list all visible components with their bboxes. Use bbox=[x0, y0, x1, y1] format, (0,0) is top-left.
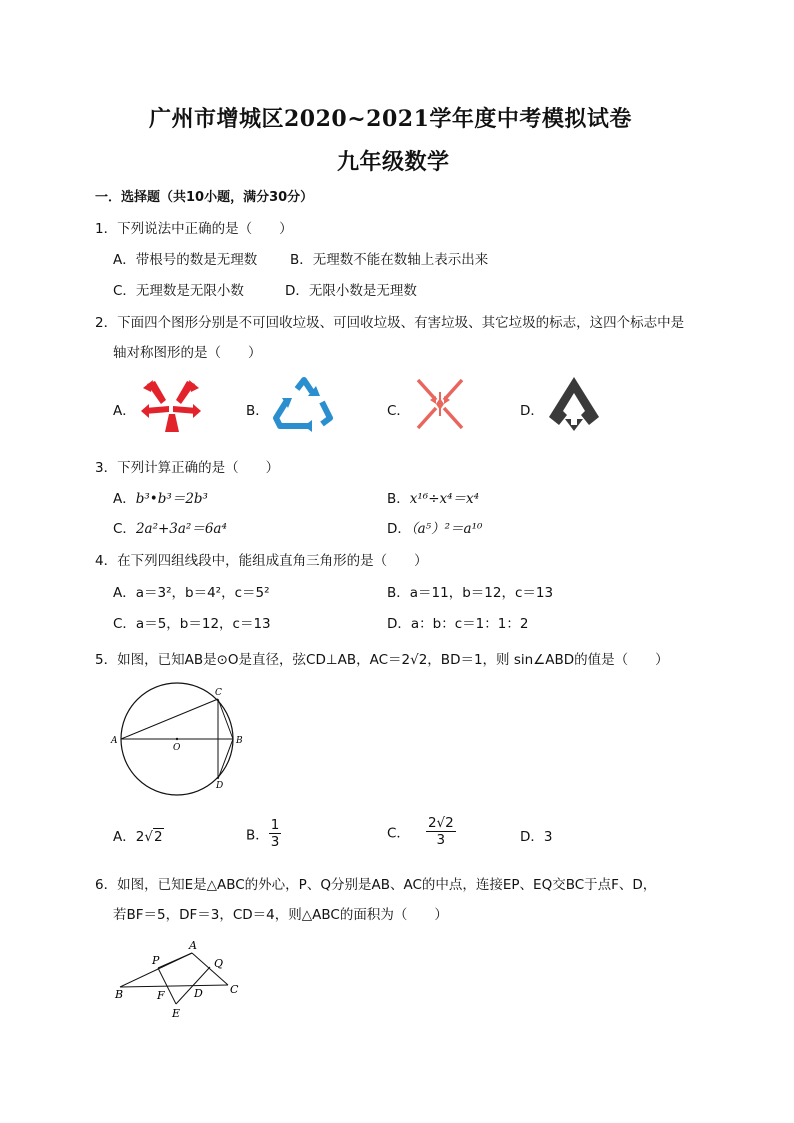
segment-bd bbox=[218, 739, 233, 779]
q5-option-a-coef: 2 bbox=[135, 829, 145, 845]
q5-option-b-num: 1 bbox=[270, 817, 280, 833]
q1-option-d: D．无限小数是无理数 bbox=[285, 283, 417, 299]
q5-circle-figure bbox=[108, 682, 258, 800]
exam-subtitle: 九年级数学 bbox=[337, 149, 450, 175]
label-d: D bbox=[194, 987, 203, 1000]
q5-option-c-num: 2√2 bbox=[427, 815, 454, 831]
label-p: P bbox=[152, 954, 160, 967]
label-a: A bbox=[111, 736, 118, 746]
q4-option-a: A．a＝3²，b＝4²，c＝5² bbox=[113, 585, 270, 601]
q3-option-c-prefix: C． bbox=[113, 521, 136, 537]
q3-option-d-expr: （a⁵）²＝a¹⁰ bbox=[410, 521, 483, 537]
q5-option-c-fraction bbox=[426, 815, 456, 848]
q1-option-b: B．无理数不能在数轴上表示出来 bbox=[290, 252, 489, 268]
q5-option-c-den: 3 bbox=[436, 832, 446, 848]
q3-option-c-expr: 2a²+3a²＝6a⁴ bbox=[135, 521, 227, 537]
segment-bc bbox=[218, 699, 233, 739]
non-recyclable-waste-icon bbox=[139, 378, 203, 436]
q5-option-d: D．3 bbox=[520, 829, 553, 845]
q3-stem: 3．下列计算正确的是（ ） bbox=[95, 460, 280, 476]
q5-option-c-prefix: C． bbox=[387, 825, 410, 842]
q3-option-a-prefix: A． bbox=[113, 491, 136, 507]
section-heading: 一．选择题（共10小题，满分30分） bbox=[95, 190, 314, 205]
q2-stem-line1: 2．下面四个图形分别是不可回收垃圾、可回收垃圾、有害垃圾、其它垃圾的标志，这四个标志中是 bbox=[95, 315, 685, 331]
label-c: C bbox=[215, 688, 222, 698]
q3-option-a-expr: b³•b³＝2b³ bbox=[135, 491, 208, 507]
q3-option-d bbox=[387, 517, 482, 537]
q6-stem-line1: 6．如图，已知E是△ABC的外心，P、Q分别是AB、AC的中点，连接EP、EQ交BC于点F、D， bbox=[95, 877, 657, 893]
other-waste-icon bbox=[547, 375, 601, 435]
q4-stem: 4．在下列四组线段中，能组成直角三角形的是（ ） bbox=[95, 553, 428, 569]
q2-option-c-label: C． bbox=[387, 403, 410, 419]
q4-option-d: D．a：b：c＝1：1：2 bbox=[387, 616, 529, 632]
label-f: F bbox=[157, 989, 165, 1002]
q3-option-d-prefix: D． bbox=[387, 521, 411, 537]
q5-option-c bbox=[387, 815, 456, 848]
q5-option-a-prefix: A． bbox=[113, 829, 136, 845]
q2-option-b-label: B． bbox=[246, 403, 269, 419]
q5-option-b-fraction bbox=[269, 817, 282, 850]
label-e: E bbox=[172, 1007, 181, 1020]
segment-pa bbox=[158, 953, 192, 968]
q5-option-b-den: 3 bbox=[270, 834, 280, 850]
q4-option-c: C．a＝5，b＝12，c＝13 bbox=[113, 616, 271, 632]
q3-option-a bbox=[113, 487, 208, 507]
q5-option-a-radicand: 2 bbox=[153, 829, 163, 845]
q3-option-c bbox=[113, 517, 227, 537]
q3-option-b-expr: x¹⁶÷x⁴＝x⁴ bbox=[409, 491, 480, 507]
segment-ac bbox=[121, 699, 218, 739]
q4-option-b: B．a＝11，b＝12，c＝13 bbox=[387, 585, 554, 601]
label-c: C bbox=[230, 983, 239, 996]
q5-option-b-prefix: B． bbox=[246, 827, 269, 844]
label-b: B bbox=[236, 736, 243, 746]
label-a: A bbox=[189, 939, 197, 952]
q3-option-b bbox=[387, 487, 479, 507]
q2-option-d-label: D． bbox=[520, 403, 544, 419]
radical-sign: √ bbox=[144, 829, 153, 845]
q6-stem-line2: 若BF＝5，DF＝3，CD＝4，则△ABC的面积为（ ） bbox=[113, 907, 448, 923]
exam-title: 广州市增城区2020~2021学年度中考模拟试卷 bbox=[149, 106, 632, 132]
q5-stem: 5．如图，已知AB是⊙O是直径，弦CD⊥AB，AC＝2√2，BD＝1，则 sin∠ABD的值是（ ） bbox=[95, 652, 669, 668]
label-d: D bbox=[216, 781, 224, 791]
center-dot bbox=[176, 738, 178, 740]
q3-option-b-prefix: B． bbox=[387, 491, 410, 507]
q6-triangle-figure bbox=[110, 935, 250, 1023]
q5-option-b bbox=[246, 817, 281, 850]
label-o: O bbox=[173, 743, 181, 753]
recyclable-waste-icon bbox=[272, 376, 336, 432]
q2-option-a-label: A． bbox=[113, 403, 136, 419]
side-bc bbox=[120, 985, 228, 987]
hazardous-waste-icon bbox=[414, 376, 466, 432]
q1-stem: 1．下列说法中正确的是（ ） bbox=[95, 221, 293, 237]
q1-option-a: A．带根号的数是无理数 bbox=[113, 252, 258, 268]
q5-option-a bbox=[113, 825, 164, 845]
label-q: Q bbox=[214, 957, 224, 970]
label-b: B bbox=[115, 988, 124, 1001]
q2-stem-line2: 轴对称图形的是（ ） bbox=[113, 345, 262, 361]
q1-option-c: C．无理数是无限小数 bbox=[113, 283, 244, 299]
